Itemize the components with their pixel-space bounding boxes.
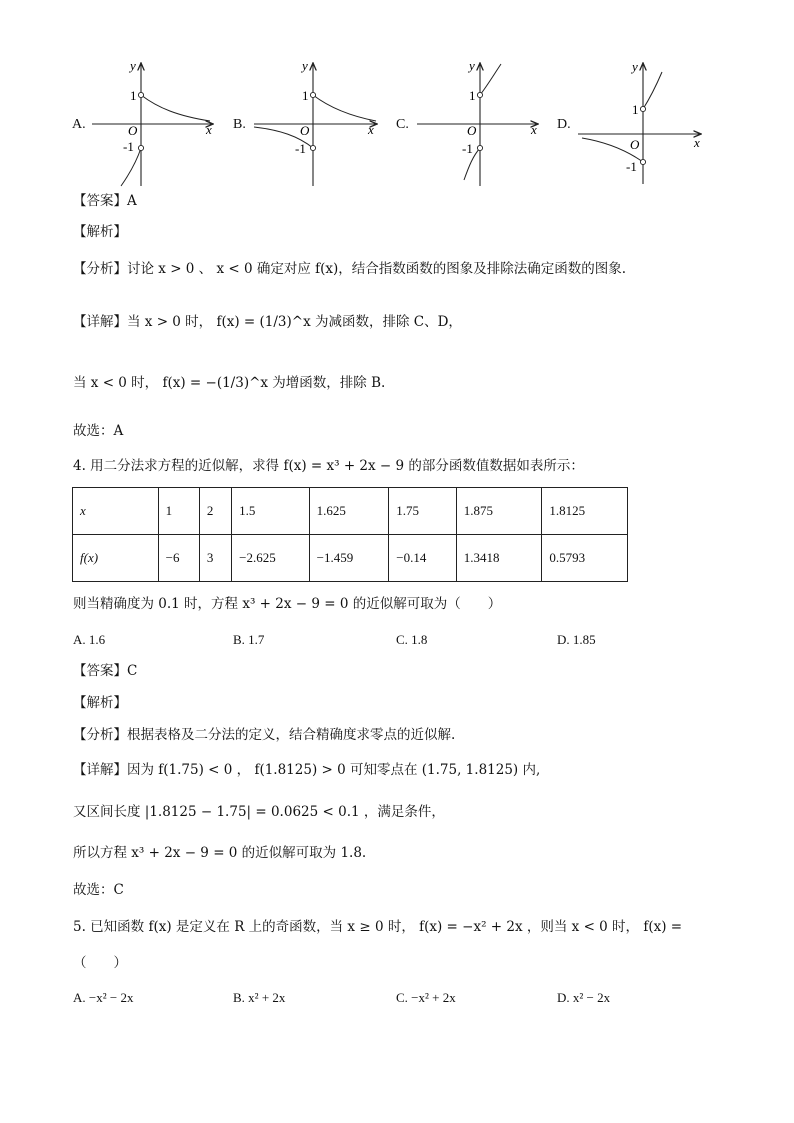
- q4-detail-line-3: 所以方程 x³ + 2x − 9 = 0 的近似解可取为 1.8.: [73, 845, 367, 861]
- q3-analysis-heading: 【解析】: [73, 224, 127, 240]
- table-cell: 1.75: [389, 488, 456, 535]
- q4-detail-line-2: 又区间长度 |1.8125 − 1.75| = 0.0625 < 0.1 ，满足条件，: [73, 804, 445, 820]
- tick-label-1: 1: [632, 102, 639, 117]
- table-cell: 1: [158, 488, 199, 535]
- choice-c[interactable]: C. 1.8: [396, 632, 428, 647]
- table-cell: 0.5793: [542, 535, 628, 582]
- q4-question: 则当精确度为 0.1 时，方程 x³ + 2x − 9 = 0 的近似解可取为（ ）: [73, 596, 502, 612]
- table-cell: −6: [158, 535, 199, 582]
- q4-conclusion: 故选：C: [73, 882, 124, 898]
- choice-a[interactable]: A. 1.6: [73, 632, 106, 647]
- q4-answer: 【答案】C: [73, 663, 138, 679]
- table-cell: x: [73, 488, 159, 535]
- curve-right: [480, 64, 501, 95]
- q5-stem: 5. 已知函数 f(x) 是定义在 R 上的奇函数，当 x ≥ 0 时， f(x) = −x² + 2x ，则当 x < 0 时， f(x) =: [73, 919, 683, 935]
- curve-right: [141, 95, 210, 121]
- choice-d[interactable]: D. x² − 2x: [557, 990, 611, 1005]
- graph-c-option-label: C.: [396, 117, 409, 132]
- origin-label: O: [300, 123, 310, 138]
- q5-blank: （ ）: [73, 955, 127, 971]
- q4-analysis-text: 【分析】根据表格及二分法的定义，结合精确度求零点的近似解.: [73, 727, 456, 743]
- open-point: [640, 106, 645, 111]
- q3-conclusion: 故选：A: [73, 423, 124, 439]
- open-point: [310, 145, 315, 150]
- q4-stem: 4. 用二分法求方程的近似解，求得 f(x) = x³ + 2x − 9 的部分函数值数据如表所示：: [73, 458, 584, 474]
- x-axis-label: x: [368, 122, 374, 137]
- table-cell: f(x): [73, 535, 159, 582]
- graph-c: [415, 58, 545, 188]
- table-row: [73, 488, 628, 535]
- choice-d[interactable]: D. 1.85: [557, 632, 596, 647]
- table-cell: 1.5: [232, 488, 310, 535]
- table-cell: −2.625: [232, 535, 310, 582]
- graph-a: [88, 58, 228, 188]
- graph-a-option-label: A.: [72, 117, 86, 132]
- q3-answer: 【答案】A: [73, 193, 137, 209]
- curve-right: [643, 72, 662, 109]
- q4-value-table: [72, 487, 628, 582]
- open-point: [138, 145, 143, 150]
- q3-analysis-text: 【分析】讨论 x > 0 、 x < 0 确定对应 f(x)，结合指数函数的图象及排除法确定函数的图象.: [73, 261, 627, 277]
- origin-label: O: [128, 123, 138, 138]
- open-point: [310, 92, 315, 97]
- tick-label-neg1: -1: [462, 141, 473, 156]
- tick-label-neg1: -1: [626, 159, 637, 174]
- origin-label: O: [630, 137, 640, 152]
- tick-label-neg1: -1: [295, 141, 306, 156]
- choice-a[interactable]: A. −x² − 2x: [73, 990, 134, 1005]
- y-axis-label: y: [469, 58, 475, 73]
- open-point: [477, 145, 482, 150]
- q4-analysis-heading: 【解析】: [73, 695, 127, 711]
- open-point: [138, 92, 143, 97]
- x-axis-label: x: [206, 122, 212, 137]
- x-axis-label: x: [694, 135, 700, 150]
- q3-detail-line-1: 【详解】当 x > 0 时， f(x) = (1/3)^x 为减函数，排除 C、D，: [73, 314, 462, 330]
- q4-detail-line-1: 【详解】因为 f(1.75) < 0 ， f(1.8125) > 0 可知零点在 (1.75, 1.8125) 内,: [73, 762, 541, 778]
- table-cell: 1.625: [309, 488, 389, 535]
- table-cell: 1.8125: [542, 488, 628, 535]
- y-axis-label: y: [130, 58, 136, 73]
- choice-b[interactable]: B. x² + 2x: [233, 990, 286, 1005]
- graph-b-option-label: B.: [233, 117, 246, 132]
- tick-label-neg1: -1: [123, 139, 134, 154]
- graph-d-option-label: D.: [557, 117, 571, 132]
- open-point: [477, 92, 482, 97]
- y-axis-label: y: [632, 59, 638, 74]
- y-axis-label: y: [302, 58, 308, 73]
- tick-label-1: 1: [302, 88, 309, 103]
- tick-label-1: 1: [130, 88, 137, 103]
- choice-c[interactable]: C. −x² + 2x: [396, 990, 456, 1005]
- table-cell: −1.459: [309, 535, 389, 582]
- tick-label-1: 1: [469, 88, 476, 103]
- x-axis-label: x: [531, 122, 537, 137]
- choice-b[interactable]: B. 1.7: [233, 632, 265, 647]
- origin-label: O: [467, 123, 477, 138]
- table-cell: 2: [199, 488, 231, 535]
- curve-right: [313, 95, 376, 121]
- open-point: [640, 159, 645, 164]
- table-cell: 1.3418: [456, 535, 542, 582]
- graph-d: [576, 58, 706, 188]
- graph-b: [250, 58, 390, 188]
- table-cell: 1.875: [456, 488, 542, 535]
- table-cell: 3: [199, 535, 231, 582]
- table-row: [73, 535, 628, 582]
- q3-detail-line-2: 当 x < 0 时， f(x) = −(1/3)^x 为增函数，排除 B.: [73, 375, 386, 391]
- table-cell: −0.14: [389, 535, 456, 582]
